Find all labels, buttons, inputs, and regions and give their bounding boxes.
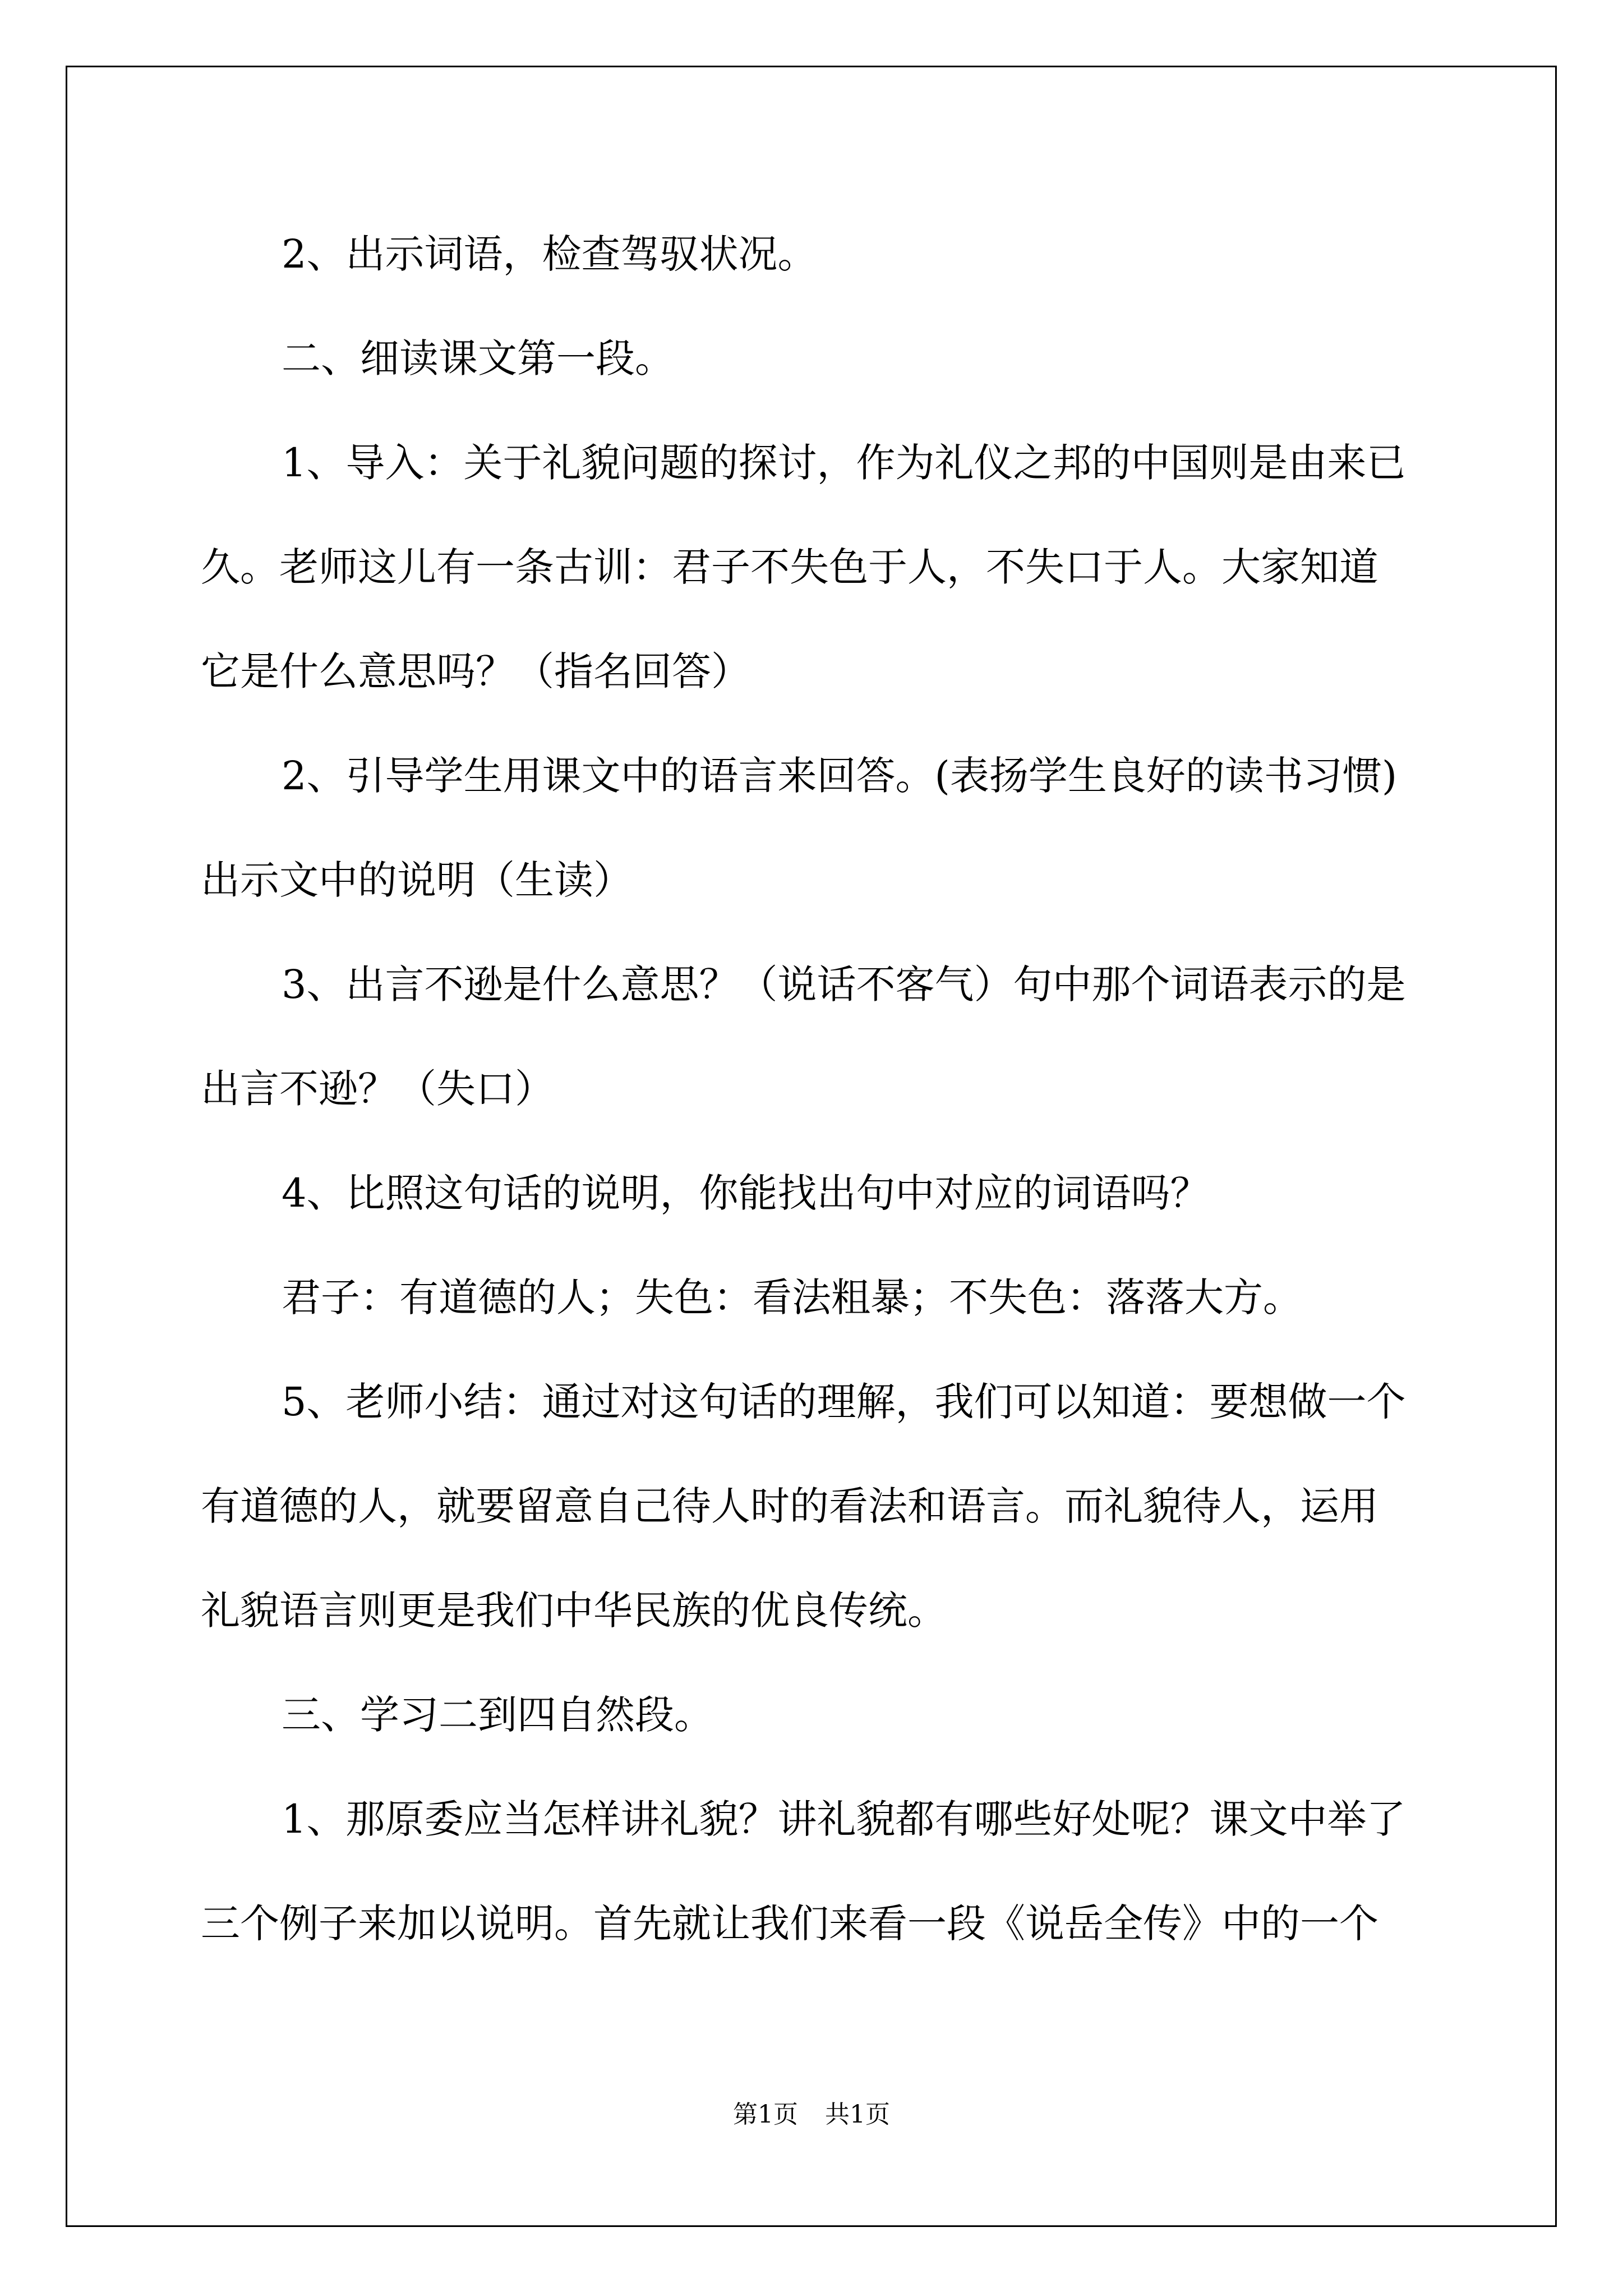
paragraph-line: 有道德的人，就要留意自己待人时的看法和语言。而礼貌待人，运用 (201, 1483, 1378, 1529)
paragraph-line: 礼貌语言则更是我们中华民族的优良传统。 (201, 1588, 947, 1634)
page-footer (0, 2098, 1623, 2132)
paragraph-line: 1、那原委应当怎样讲礼貌？讲礼貌都有哪些好处呢？课文中举了 (282, 1796, 1406, 1842)
section-heading: 二、细读课文第一段。 (282, 335, 674, 381)
section-heading: 三、学习二到四自然段。 (282, 1692, 713, 1738)
page-number: 第1页 (733, 2100, 798, 2129)
paragraph-line: 2、出示词语，检查驾驭状况。 (282, 231, 817, 277)
paragraph-line: 三个例子来加以说明。首先就让我们来看一段《说岳全传》中的一个 (201, 1901, 1378, 1947)
paragraph-line: 3、出言不逊是什么意思？（说话不客气）句中那个词语表示的是 (282, 961, 1406, 1007)
paragraph-line: 4、比照这句话的说明，你能找出句中对应的词语吗？ (282, 1170, 1210, 1216)
paragraph-line: 5、老师小结：通过对这句话的理解，我们可以知道：要想做一个 (282, 1379, 1406, 1425)
page-total: 共1页 (825, 2100, 890, 2129)
document-body (201, 202, 1423, 1976)
paragraph-line: 出言不逊？（失口） (201, 1066, 554, 1112)
paragraph-line: 2、引导学生用课文中的语言来回答。(表扬学生良好的读书习惯) (282, 753, 1398, 799)
paragraph-line: 久。老师这儿有一条古训：君子不失色于人，不失口于人。大家知道 (201, 544, 1378, 590)
paragraph-line: 1、导入：关于礼貌问题的探讨，作为礼仪之邦的中国则是由来已 (282, 440, 1406, 486)
paragraph-line: 君子：有道德的人；失色：看法粗暴；不失色：落落大方。 (282, 1274, 1302, 1320)
paragraph-line: 出示文中的说明（生读） (201, 857, 633, 903)
paragraph-line: 它是什么意思吗？（指名回答） (201, 648, 750, 694)
